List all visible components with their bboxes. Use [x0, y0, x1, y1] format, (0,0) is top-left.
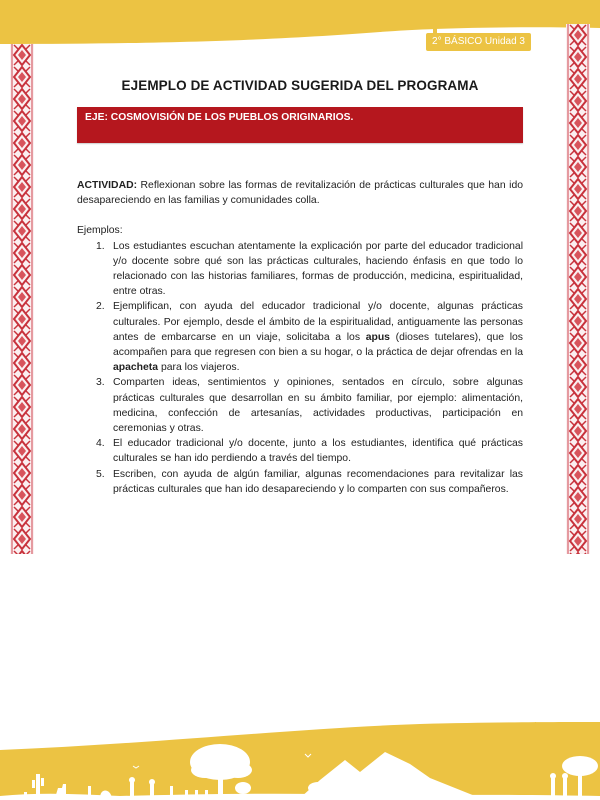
activity-text: Reflexionan sobre las formas de revitalización de prácticas culturales que han ido desapareciendo en las familias y comunidades colla.: [77, 180, 523, 207]
example-item-4: 4. El educador tradicional y/o docente, junto a los estudiantes, identifica qué prácticas culturales se han ido perdiendo a través del tiempo.: [96, 438, 523, 465]
example-item-2: 2. Ejemplifican, con ayuda del educador tradicional y/o docente, algunas prácticas culturales. Por ejemplo, desde el ámbito de la espiritualidad, antiguamente las personas antes de embarcarse en un viaje, solicitaba a los apus (dioses tutelares), que los acompañen para que regresen con bien a su hogar, o la práctica de dejar ofrendas en la apacheta para los viajeros.: [96, 301, 523, 374]
page-title: EJEMPLO DE ACTIVIDAD SUGERIDA DEL PROGRAMA: [121, 78, 479, 93]
example-item-3: 3. Comparten ideas, sentimientos y opiniones, sentados en círculo, sobre algunas prácticas culturales que desarrollan en su ámbito familiar, por ejemplo: alimentación, medicina, confección de artesanías, actividades productivas, participación en ceremonias y otras.: [96, 377, 523, 435]
term-apus: apus: [365, 331, 390, 343]
activity-description: [77, 178, 523, 208]
activity-content: [77, 178, 523, 497]
eje-banner: [77, 107, 523, 143]
grade-unit-badge: 2° BÁSICO Unidad 3: [426, 33, 531, 51]
footer-landscape-illustration: [0, 700, 600, 800]
examples-list: [77, 239, 523, 497]
activity-label: ACTIVIDAD:: [77, 180, 138, 191]
eje-label: EJE: COSMOVISIÓN DE LOS PUEBLOS ORIGINARIOS.: [85, 112, 354, 123]
example-item-1: 1. Los estudiantes escuchan atentamente la explicación por parte del educador tradicional y/o docente sobre qué son las prácticas culturales, haciendo énfasis en que todo lo relacionado con las historias familiares, formas de producción, medicina, espiritualidad, entre otras.: [96, 240, 523, 298]
textile-border-left: [10, 44, 34, 554]
examples-heading: Ejemplos:: [77, 225, 123, 237]
example-item-5: 5. Escriben, con ayuda de algún familiar, algunas recomendaciones para revitalizar las prácticas culturales que han ido desapareciendo y lo comparten con sus compañeros.: [96, 468, 523, 495]
term-apacheta: apacheta: [113, 362, 159, 374]
textile-border-right: [566, 24, 590, 554]
